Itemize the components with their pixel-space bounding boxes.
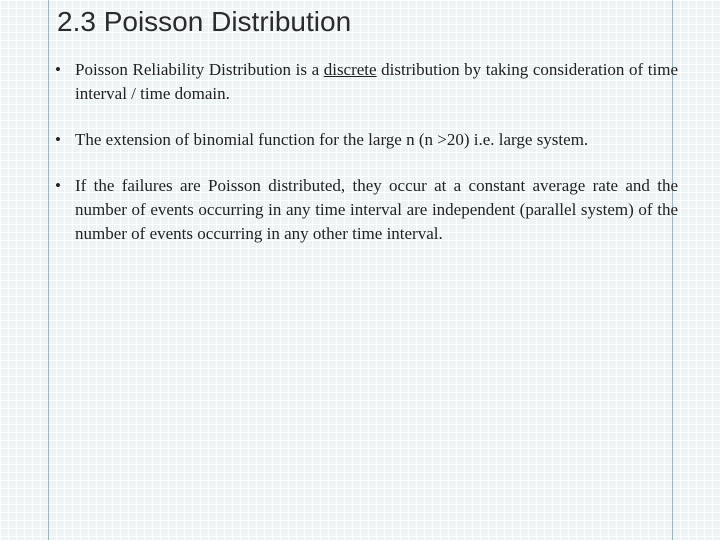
bullet-text-part: Poisson Reliability Distribution is a — [75, 60, 324, 79]
bullet-item — [48, 128, 678, 152]
bullet-dot: • — [55, 176, 61, 195]
bullet-dot: • — [55, 60, 61, 79]
bullet-text-part: distribution by taking consideration of time interval / time domain. — [75, 60, 679, 103]
bullet-item — [48, 174, 678, 246]
bullet-dot: • — [55, 130, 61, 149]
bullet-text: If the failures are Poisson distributed, they occur at a constant average rate and the number of events occurring in any time interval are independent (parallel system) of the number of events occurring in any other time interval. — [75, 176, 678, 243]
bullet-item — [48, 58, 678, 106]
slide-title: 2.3 Poisson Distribution — [57, 6, 352, 37]
bullet-text — [75, 58, 678, 106]
underlined-term: discrete — [323, 60, 377, 79]
slide-content — [48, 58, 678, 268]
bullet-text: The extension of binomial function for the large n (n >20) i.e. large system. — [75, 130, 589, 149]
